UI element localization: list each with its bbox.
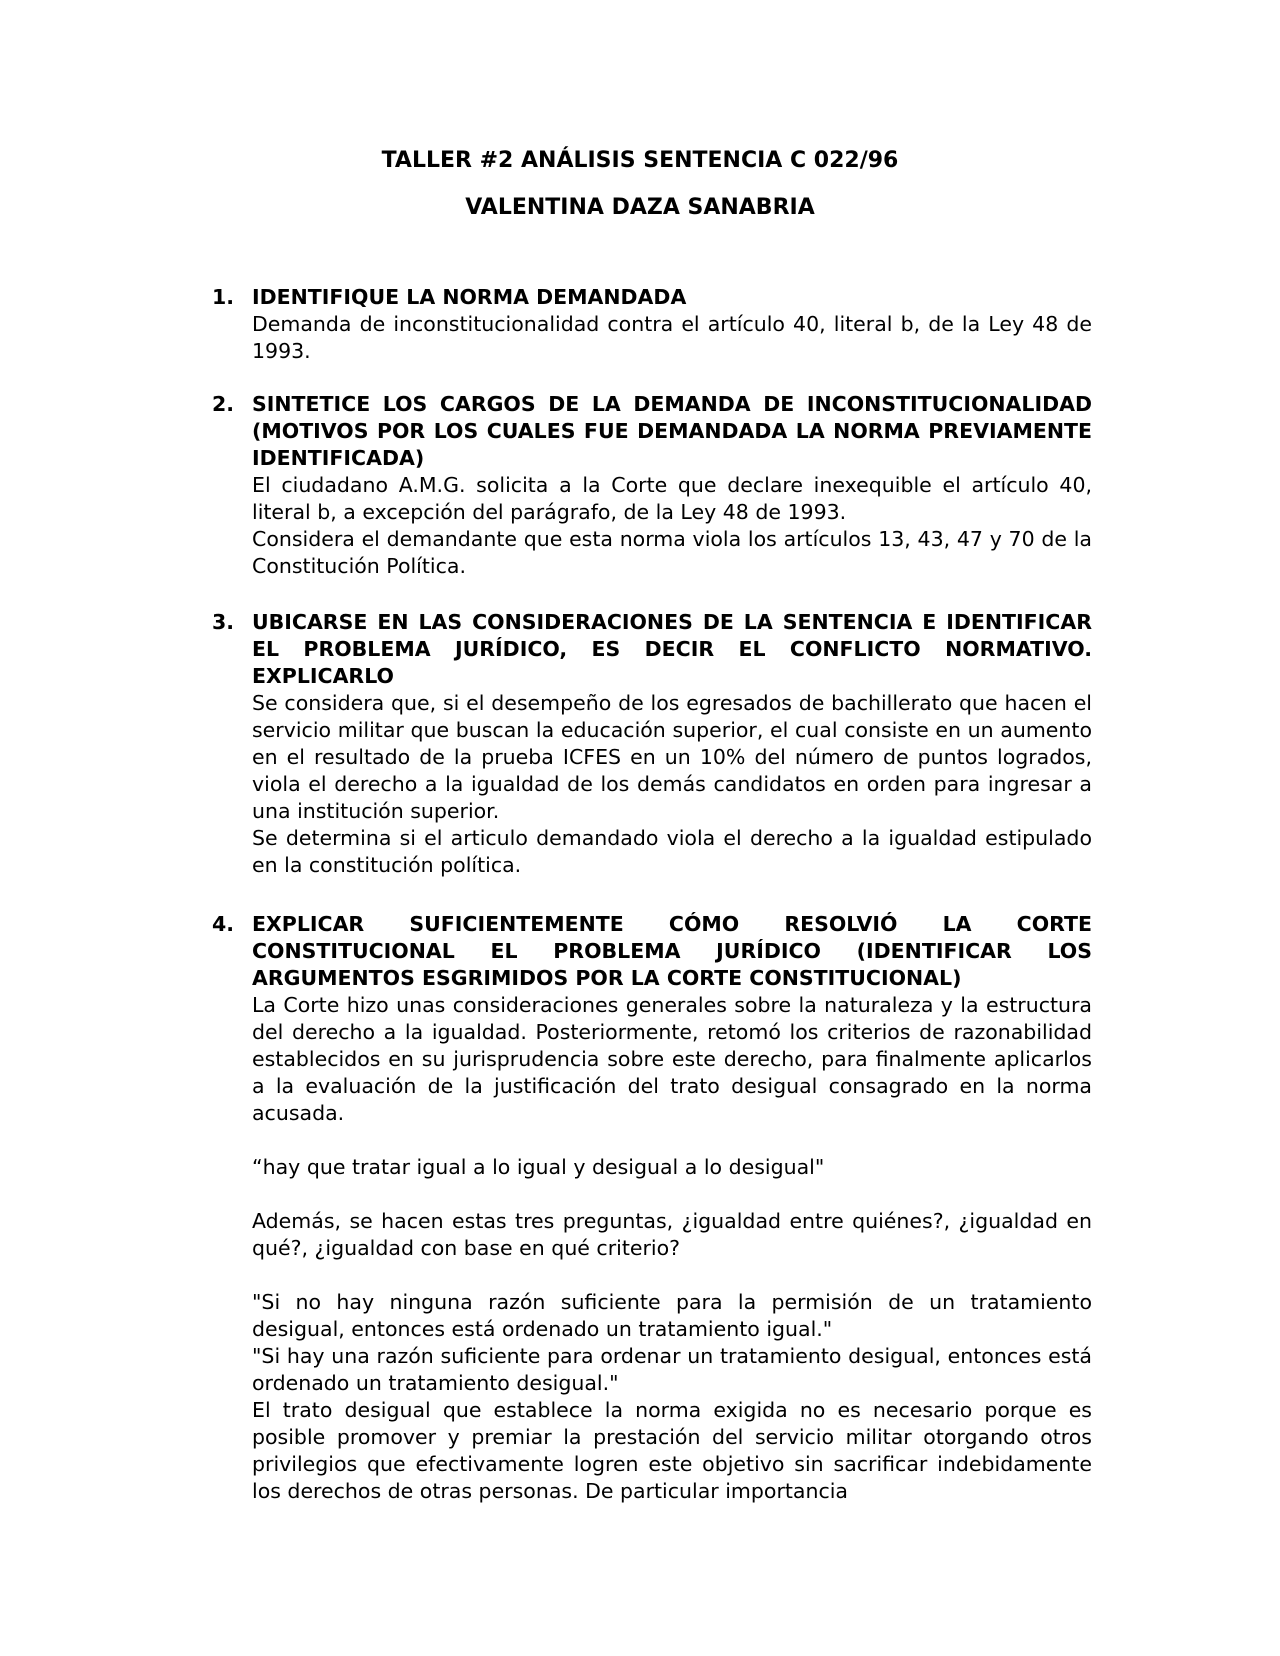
section-paragraph: El ciudadano A.M.G. solicita a la Corte que declare inexequible el artículo 40, literal b, a excepción del parágrafo, de la Ley 48 de 1993. bbox=[252, 473, 1092, 524]
quote-paragraph: “hay que tratar igual a lo igual y desigual a lo desigual" bbox=[252, 1155, 825, 1179]
section-paragraph: Además, se hacen estas tres preguntas, ¿igualdad entre quiénes?, ¿igualdad en qué?, ¿igualdad con base en qué criterio? bbox=[252, 1209, 1092, 1260]
section-paragraph: Se determina si el articulo demandado viola el derecho a la igualdad estipulado en la constitución política. bbox=[252, 826, 1092, 877]
section-2 bbox=[212, 391, 1092, 580]
section-heading: SINTETICE LOS CARGOS DE LA DEMANDA DE INCONSTITUCIONALIDAD (MOTIVOS POR LOS CUALES FUE DEMANDADA LA NORMA PREVIAMENTE IDENTIFICADA) bbox=[252, 392, 1092, 470]
section-number: 3. bbox=[212, 610, 235, 634]
section-paragraph: Se considera que, si el desempeño de los egresados de bachillerato que hacen el servicio militar que buscan la educación superior, el cual consiste en un aumento en el resultado de la prueba ICFES en un 10% del número de puntos logrados, viola el derecho a la igualdad de los demás candidatos en orden para ingresar a una institución superior. bbox=[252, 691, 1092, 823]
section-number: 4. bbox=[212, 912, 235, 936]
section-number: 1. bbox=[212, 285, 235, 309]
section-paragraph: La Corte hizo unas consideraciones generales sobre la naturaleza y la estructura del derecho a la igualdad. Posteriormente, retomó los criterios de razonabilidad establecidos en su jurisprudencia sobre este derecho, para finalmente aplicarlos a la evaluación de la justificación del trato desigual consagrado en la norma acusada. bbox=[252, 993, 1092, 1125]
section-3 bbox=[212, 609, 1092, 879]
section-heading: UBICARSE EN LAS CONSIDERACIONES DE LA SENTENCIA E IDENTIFICAR EL PROBLEMA JURÍDICO, ES DECIR EL CONFLICTO NORMATIVO. EXPLICARLO bbox=[252, 610, 1092, 688]
quote-paragraph: "Si hay una razón suficiente para ordenar un tratamiento desigual, entonces está ordenado un tratamiento desigual." bbox=[252, 1344, 1092, 1395]
section-1 bbox=[212, 284, 1092, 365]
section-paragraph: El trato desigual que establece la norma exigida no es necesario porque es posible promover y premiar la prestación del servicio militar otorgando otros privilegios que efectivamente logren este objetivo sin sacrificar indebidamente los derechos de otras personas. De particular importancia bbox=[252, 1398, 1092, 1503]
section-number: 2. bbox=[212, 392, 235, 416]
section-heading: EXPLICAR SUFICIENTEMENTE CÓMO RESOLVIÓ LA CORTE CONSTITUCIONAL EL PROBLEMA JURÍDICO (IDENTIFICAR LOS ARGUMENTOS ESGRIMIDOS POR LA CORTE CONSTITUCIONAL) bbox=[252, 912, 1092, 990]
quote-paragraph: "Si no hay ninguna razón suficiente para la permisión de un tratamiento desigual, entonces está ordenado un tratamiento igual." bbox=[252, 1290, 1092, 1341]
document-author: VALENTINA DAZA SANABRIA bbox=[465, 195, 815, 220]
section-4 bbox=[212, 911, 1092, 1505]
section-paragraph: Considera el demandante que esta norma viola los artículos 13, 43, 47 y 70 de la Constitución Política. bbox=[252, 527, 1092, 578]
section-heading: IDENTIFIQUE LA NORMA DEMANDADA bbox=[252, 285, 687, 309]
document-title: TALLER #2 ANÁLISIS SENTENCIA C 022/96 bbox=[381, 148, 899, 173]
section-paragraph: Demanda de inconstitucionalidad contra el artículo 40, literal b, de la Ley 48 de 1993. bbox=[252, 312, 1092, 363]
